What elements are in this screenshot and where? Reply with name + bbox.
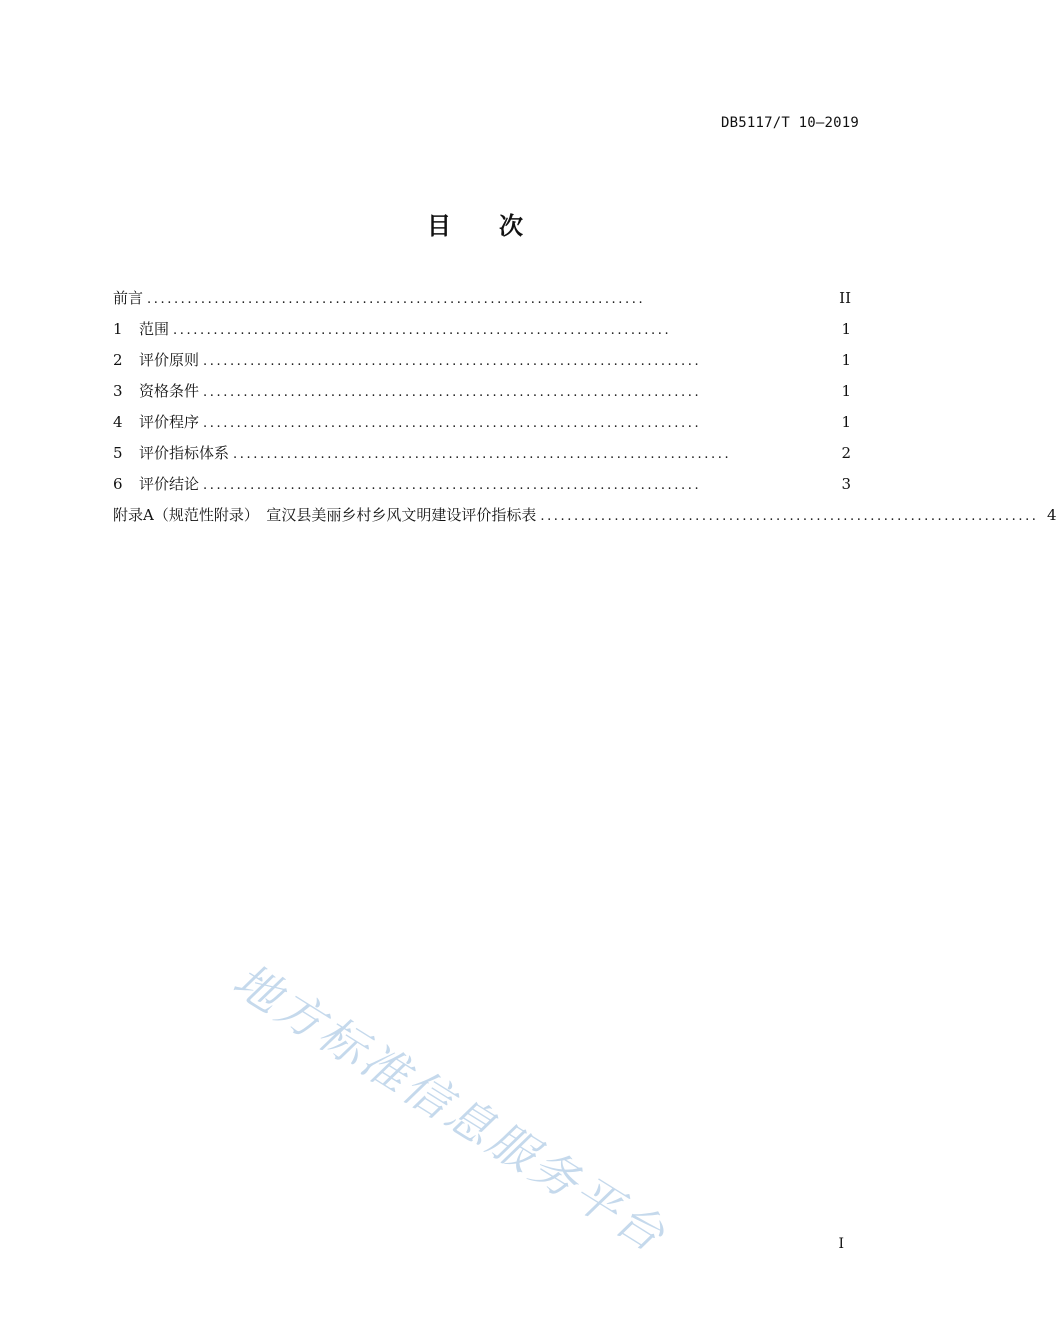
toc-entry-label: 范围 xyxy=(139,320,170,338)
toc-page-number: 1 xyxy=(841,320,851,338)
toc-entry-label: 附录A（规范性附录） 宣汉县美丽乡村乡风文明建设评价指标表 xyxy=(113,506,537,524)
toc-entry-label: 评价原则 xyxy=(139,351,200,369)
toc-leader-dots: .......................................................................... xyxy=(540,509,1039,524)
toc-leader-dots: .......................................................................... xyxy=(147,292,646,307)
toc-entry-number: 4 xyxy=(113,413,123,431)
toc-leader-dots: .......................................................................... xyxy=(203,354,702,369)
toc-entry-appendix-a[interactable] xyxy=(113,505,1057,536)
toc-page-number: II xyxy=(839,289,851,307)
toc-entry-label: 评价指标体系 xyxy=(139,444,230,462)
toc-entry-principles[interactable] xyxy=(113,350,851,381)
toc-entry-label: 资格条件 xyxy=(139,382,200,400)
toc-entry-indicator-system[interactable] xyxy=(113,443,851,474)
toc-page-number: 3 xyxy=(841,475,851,493)
toc-entry-label: 评价结论 xyxy=(139,475,200,493)
toc-entry-qualifications[interactable] xyxy=(113,381,851,412)
toc-entry-preface[interactable] xyxy=(113,288,851,319)
toc-page-number: 1 xyxy=(841,351,851,369)
toc-page-number: 1 xyxy=(841,413,851,431)
toc-page-number: 4 xyxy=(1047,506,1057,524)
toc-entry-number: 2 xyxy=(113,351,123,369)
watermark: 地方标准信息服务平台 xyxy=(224,952,677,1264)
toc-entry-number: 5 xyxy=(113,444,123,462)
toc-leader-dots: .......................................................................... xyxy=(203,416,702,431)
table-of-contents xyxy=(113,288,1057,536)
document-code: DB5117/T 10—2019 xyxy=(720,115,859,131)
toc-entry-number: 3 xyxy=(113,382,123,400)
toc-entry-number: 6 xyxy=(113,475,123,493)
toc-entry-conclusion[interactable] xyxy=(113,474,851,505)
toc-leader-dots: .......................................................................... xyxy=(203,478,702,493)
footer-page-number: I xyxy=(838,1236,844,1252)
toc-leader-dots: .......................................................................... xyxy=(233,447,732,462)
page-title: 目 次 xyxy=(427,212,523,240)
toc-entry-procedure[interactable] xyxy=(113,412,851,443)
toc-page-number: 2 xyxy=(841,444,851,462)
toc-entry-number: 1 xyxy=(113,320,123,338)
toc-leader-dots: .......................................................................... xyxy=(203,385,702,400)
toc-entry-label: 前言 xyxy=(113,289,144,307)
toc-entry-label: 评价程序 xyxy=(139,413,200,431)
toc-leader-dots: .......................................................................... xyxy=(173,323,672,338)
toc-entry-scope[interactable] xyxy=(113,319,851,350)
toc-page-number: 1 xyxy=(841,382,851,400)
